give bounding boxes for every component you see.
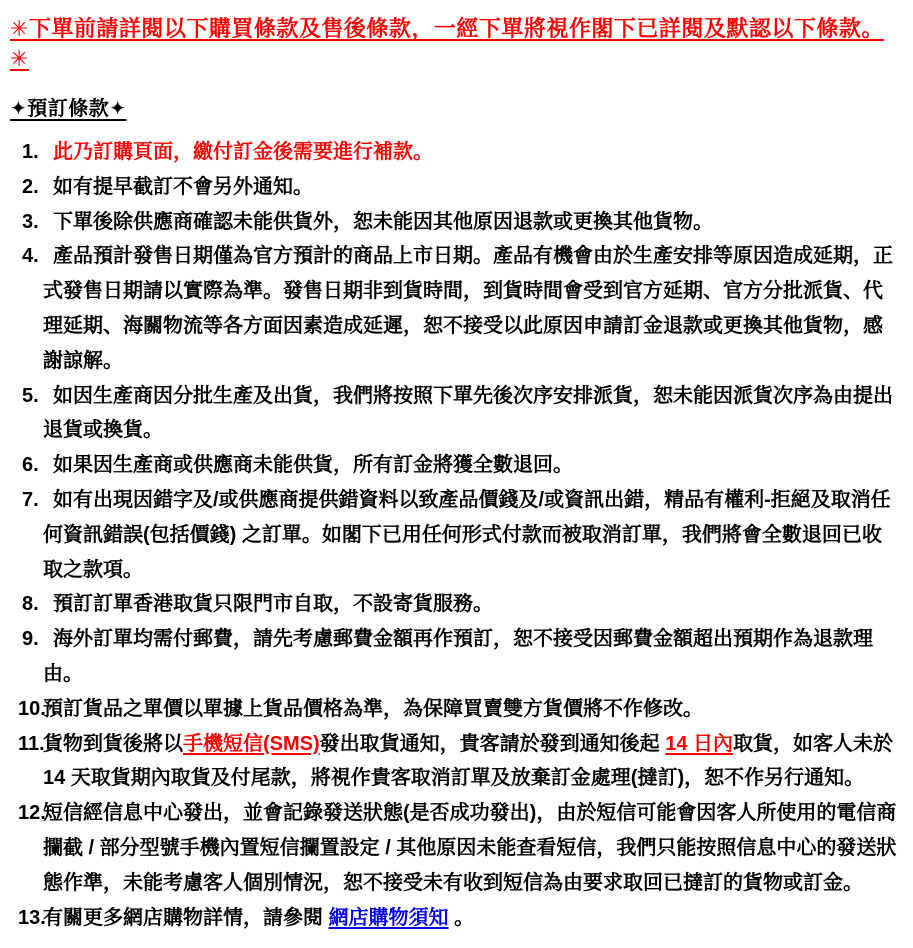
- text-segment: 如有提早截訂不會另外通知。: [53, 175, 313, 198]
- item-text: [43, 239, 897, 378]
- item-number: 2.: [22, 175, 39, 198]
- text-segment: 短信經信息中心發出，並會記錄發送狀態(是否成功發出)，由於短信可能會因客人所使用的電信商攔截 / 部分型號手機內置短信攔置設定 / 其他原因未能查看短信，我們只能按照信息中心的發送狀態作準，未能考慮客人個別情況，恕不接受未有收到短信為由要求取回已撻訂的貨物或訂金。: [43, 802, 897, 894]
- item-number: 7.: [22, 488, 39, 511]
- item-text: [43, 379, 897, 449]
- text-segment: 產品預計發售日期僅為官方預計的商品上市日期。產品有機會由於生產安排等原因造成延期，正式發售日期請以實際為準。發售日期非到貨時間，到貨時間會受到官方延期、官方分批派貨、代理延期、海關物流等各方面因素造成延遲，恕不接受以此原因申請訂金退款或更換其他貨物，感謝諒解。: [43, 245, 893, 372]
- item-number: 10.: [18, 697, 46, 720]
- term-item: [10, 727, 897, 797]
- item-number: 3.: [22, 210, 39, 233]
- term-item: [10, 901, 897, 936]
- item-number: 5.: [22, 384, 39, 407]
- item-number: 11.: [18, 732, 45, 755]
- item-text: [43, 483, 897, 587]
- term-item: [10, 483, 897, 587]
- item-text: [43, 796, 897, 900]
- item-text: [43, 205, 897, 240]
- highlighted-text-segment: 手機短信(SMS): [183, 732, 320, 755]
- term-item: [10, 796, 897, 900]
- term-item: [10, 135, 897, 170]
- preorder-terms-section-title: ✦預訂條款✦: [10, 98, 127, 120]
- item-text: [43, 727, 897, 797]
- item-number: 13.: [18, 906, 46, 929]
- text-segment: 有關更多網店購物詳情，請參閱: [43, 906, 329, 929]
- term-item: [10, 205, 897, 240]
- section-title-row: [10, 96, 897, 122]
- term-item: [10, 239, 897, 378]
- item-number: 1.: [22, 141, 39, 163]
- highlighted-text-segment: 此乃訂購頁面，繳付訂金後需要進行補款。: [53, 141, 433, 163]
- item-number: 8.: [22, 593, 39, 616]
- text-segment: 如果因生產商或供應商未能供貨，所有訂金將獲全數退回。: [53, 454, 573, 477]
- text-segment: 取貨，如客人未於 14 天取貨期內取貨及付尾款，將視作貴客取消訂單及放棄訂金處理(撻訂)，恕不作另行通知。: [43, 732, 894, 790]
- term-item: [10, 448, 897, 483]
- text-segment: 發出取貨通知，貴客請於發到通知後起: [319, 732, 666, 755]
- text-segment: 如因生產商因分批生產及出貨，我們將按照下單先後次序安排派貨，恕未能因派貨次序為由提出退貨或換貨。: [43, 384, 893, 442]
- terms-list: [10, 135, 897, 935]
- term-item: [10, 622, 897, 692]
- item-text: [43, 170, 897, 205]
- text-segment: 預訂貨品之單價以單據上貨品價格為準，為保障買賣雙方貨價將不作修改。: [43, 697, 703, 720]
- term-item: [10, 379, 897, 449]
- item-number: 4.: [22, 245, 39, 268]
- term-item: [10, 587, 897, 622]
- text-segment: 預訂訂單香港取貨只限門市自取，不設寄貨服務。: [53, 593, 493, 616]
- item-text: [43, 901, 897, 936]
- text-segment: 。: [448, 906, 475, 929]
- text-segment: 貨物到貨後將以: [43, 732, 183, 755]
- item-number: 9.: [22, 628, 39, 651]
- item-text: [43, 135, 897, 170]
- item-text: [43, 692, 897, 727]
- text-segment: 下單後除供應商確認未能供貨外，恕未能因其他原因退款或更換其他貨物。: [53, 210, 713, 233]
- text-segment: 如有出現因錯字及/或供應商提供錯資料以致產品價錢及/或資訊出錯，精品有權利-拒絕及取消任何資訊錯誤(包括價錢) 之訂單。如閣下已用任何形式付款而被取消訂單，我們將會全數退回已收取之款項。: [43, 488, 891, 581]
- term-item: [10, 692, 897, 727]
- highlighted-text-segment: 14 日內: [665, 732, 734, 755]
- purchase-warning-header: ✳下單前請詳閱以下購買條款及售後條款，一經下單將視作閣下已詳閱及默認以下條款。✳: [10, 16, 884, 71]
- item-text: [43, 448, 897, 483]
- text-segment: 海外訂單均需付郵費，請先考慮郵費金額再作預訂，恕不接受因郵費金額超出預期作為退款理由。: [43, 628, 873, 685]
- term-item: [10, 170, 897, 205]
- item-number: 12.: [18, 802, 46, 825]
- store-shopping-guide-link[interactable]: 網店購物須知: [328, 906, 449, 929]
- item-number: 6.: [22, 454, 39, 477]
- item-text: [43, 587, 897, 622]
- item-text: [43, 622, 897, 692]
